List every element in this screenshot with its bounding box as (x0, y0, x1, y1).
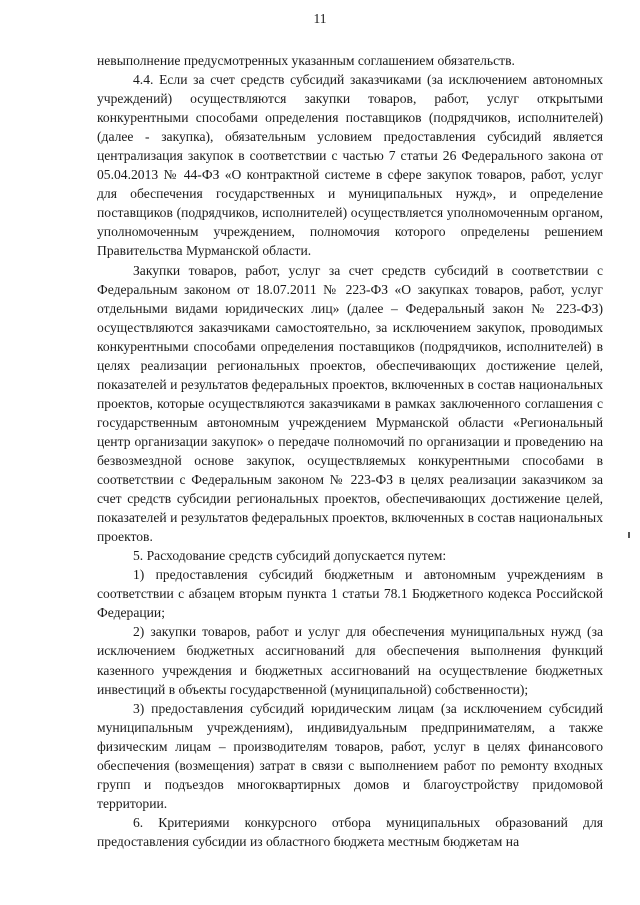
document-body (97, 51, 603, 851)
paragraph-5-heading: 5. Расходование средств субсидий допускается путем: (133, 548, 447, 564)
paragraph-4-4: 4.4. Если за счет средств субсидий заказчиками (за исключением автономных учреждений) осуществляются закупки товаров, работ, услуг открытыми конкурентными способами определения поставщиков (подрядчиков, исполнителей) (далее - закупка), обязательным условием предоставления субсидий является централизация закупок в соответствии с частью 7 статьи 26 Федерального закона от 05.04.2013 № 44-ФЗ «О контрактной системе в сфере закупок товаров, работ, услуг для обеспечения государственных и муниципальных нужд», и определение поставщиков (подрядчиков, исполнителей) осуществляется уполномоченным органом, уполномоченным учреждением, полномочия которого определены решением Правительства Мурманской области. (97, 72, 603, 259)
paragraph-continuation: невыполнение предусмотренных указанным соглашением обязательств. (97, 53, 515, 68)
list-item-2: 2) закупки товаров, работ и услуг для обеспечения муниципальных нужд (за исключением бюджетных ассигнований для обеспечения выполнения функций казенного учреждения и бюджетных ассигнований на осуществление бюджетных инвестиций в объекты государственной (муниципальной) собственности); (97, 624, 603, 697)
paragraph-6: 6. Критериями конкурсного отбора муниципальных образований для предоставления субсидии из областного бюджета местным бюджетам на (97, 814, 603, 849)
paragraph-223fz-procurement: Закупки товаров, работ, услуг за счет средств субсидий в соответствии с Федеральным законом от 18.07.2011 № 223-ФЗ «О закупках товаров, работ, услуг отдельными видами юридических лиц» (далее – Федеральный закон № 223-ФЗ) осуществляются заказчиками самостоятельно, за исключением закупок, проводимых конкурентными способами определения поставщиков (подрядчиков, исполнителей) в целях реализации региональных проектов, обеспечивающих достижение целей, показателей и результатов федеральных проектов, включенных в состав национальных проектов, которые осуществляются заказчиками в рамках заключенного соглашения с государственным автономным учреждением Мурманской области «Региональный центр организации закупок» о передаче полномочий по организации и проведению на безвозмездной основе закупок, осуществляемых конкурентными способами в соответствии с Федеральным законом № 223-ФЗ в целях реализации заказчиком за счет средств субсидии региональных проектов, обеспечивающих достижение целей, показателей и результатов федеральных проектов, включенных в состав национальных проектов. (97, 262, 603, 545)
scan-edge-mark (628, 532, 630, 538)
list-item-1: 1) предоставления субсидий бюджетным и автономным учреждениям в соответствии с абзацем вторым пункта 1 статьи 78.1 Бюджетного кодекса Российской Федерации; (97, 567, 603, 621)
page-number: 11 (313, 11, 327, 26)
list-item-3: 3) предоставления субсидий юридическим лицам (за исключением субсидий муниципальным учреждениям), индивидуальным предпринимателям, а также физическим лицам – производителям товаров, работ, услуг в целях финансового обеспечения (возмещения) затрат в связи с выполнением работ по ремонту входных групп и подъездов многоквартирных домов и благоустройству придомовой территории. (97, 700, 603, 811)
